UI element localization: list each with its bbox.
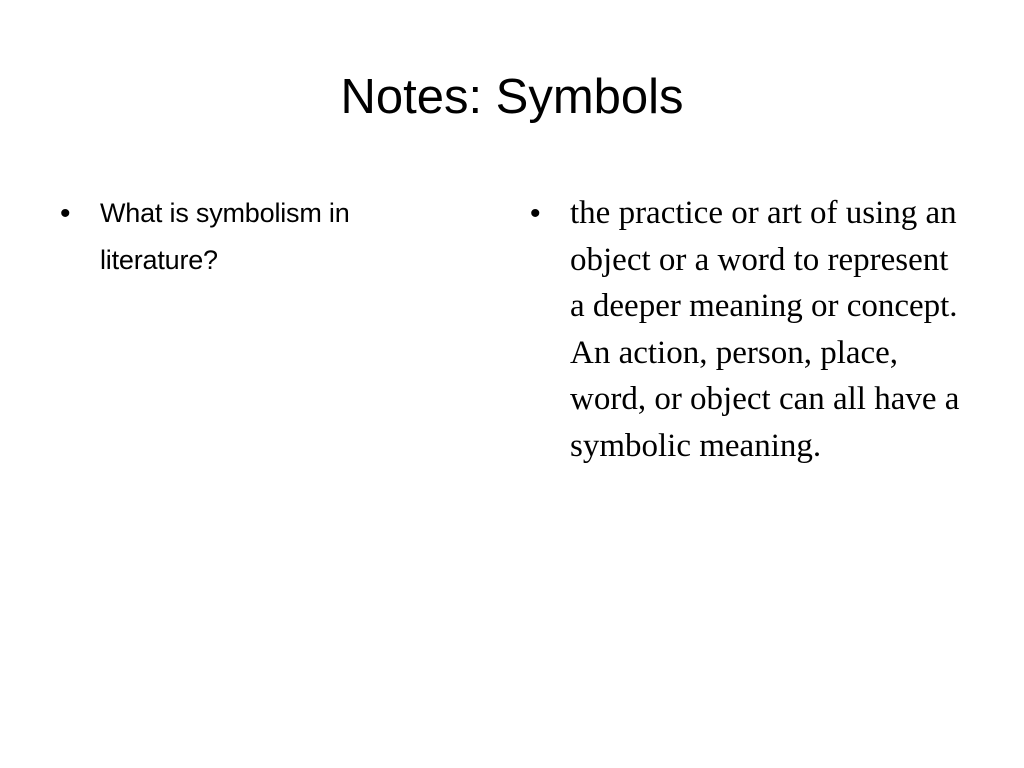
bullet-icon: •: [60, 197, 71, 230]
question-bullet-item: [60, 190, 460, 284]
slide-title: Notes: Symbols: [340, 70, 684, 124]
question-text: What is symbolism in literature?: [100, 198, 350, 275]
definition-text: the practice or art of using an object or a word to represent a deeper meaning or concept. An action, person, place, word, or object can all have a symbolic meaning.: [570, 195, 960, 464]
bullet-icon: •: [530, 197, 541, 230]
definition-bullet-item: [530, 190, 970, 469]
left-column: [60, 190, 460, 284]
right-column: [530, 190, 970, 469]
